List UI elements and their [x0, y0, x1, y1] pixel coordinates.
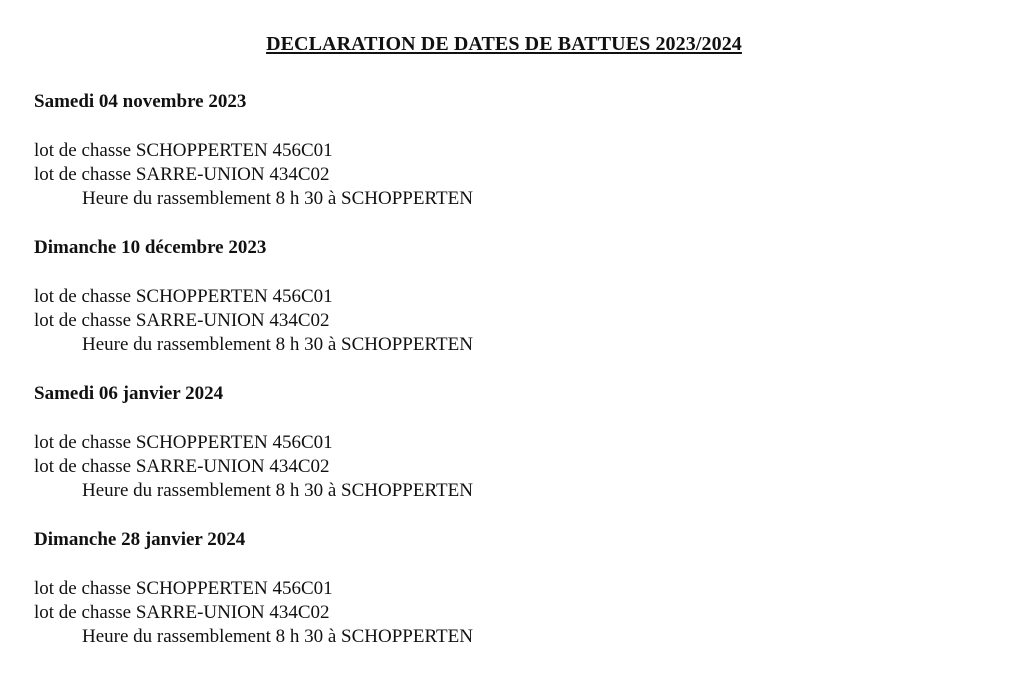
battue-section: [34, 237, 974, 357]
meeting-time-line: Heure du rassemblement 8 h 30 à SCHOPPERTEN: [82, 334, 473, 355]
section-spacer: [34, 357, 974, 383]
section-spacer: [34, 211, 974, 237]
document-title: DECLARATION DE DATES DE BATTUES 2023/2024: [266, 33, 742, 55]
lot-line: lot de chasse SCHOPPERTEN 456C01: [34, 432, 333, 453]
meeting-time-line: Heure du rassemblement 8 h 30 à SCHOPPERTEN: [82, 480, 473, 501]
battue-date: Samedi 04 novembre 2023: [34, 91, 247, 112]
lot-line: lot de chasse SARRE-UNION 434C02: [34, 310, 330, 331]
lot-line: lot de chasse SARRE-UNION 434C02: [34, 164, 330, 185]
lot-line: lot de chasse SCHOPPERTEN 456C01: [34, 286, 333, 307]
lot-line: lot de chasse SCHOPPERTEN 456C01: [34, 578, 333, 599]
section-spacer: [34, 503, 974, 529]
meeting-time-line: Heure du rassemblement 8 h 30 à SCHOPPERTEN: [82, 626, 473, 647]
lot-line: lot de chasse SARRE-UNION 434C02: [34, 602, 330, 623]
battue-section: [34, 529, 974, 649]
battue-date: Samedi 06 janvier 2024: [34, 383, 224, 404]
battue-section: [34, 383, 974, 503]
battue-section: [34, 91, 974, 211]
lot-line: lot de chasse SCHOPPERTEN 456C01: [34, 140, 333, 161]
meeting-time-line: Heure du rassemblement 8 h 30 à SCHOPPERTEN: [82, 188, 473, 209]
battue-date: Dimanche 10 décembre 2023: [34, 237, 267, 258]
battue-sections: [34, 91, 974, 649]
lot-line: lot de chasse SARRE-UNION 434C02: [34, 456, 330, 477]
battue-date: Dimanche 28 janvier 2024: [34, 529, 246, 550]
